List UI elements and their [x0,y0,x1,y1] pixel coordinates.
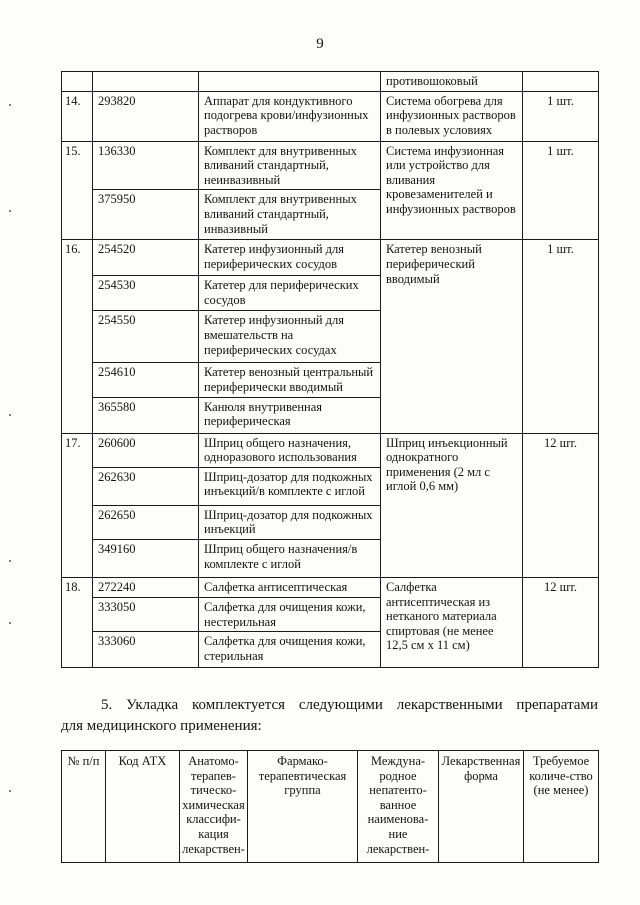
cell-no [62,72,93,92]
table-row [62,72,599,92]
header-cell: № п/п [62,751,106,863]
item-name: Шприц общего назначения, одноразового использования [199,433,381,467]
item-name: Шприц-дозатор для подкожных инъекций/в комплекте с иглой [199,467,381,505]
cell-name [199,72,381,92]
item-code: 254530 [93,276,199,311]
equipment-table [61,71,599,668]
item-code: 333050 [93,597,199,631]
item-code: 365580 [93,397,199,433]
item-name: Комплект для внутривенных вливаний стандартный, инвазивный [199,190,381,240]
scan-dot [9,790,11,792]
item-name: Комплект для внутривенных вливаний стандартный, неинвазивный [199,141,381,190]
item-name: Катетер инфузионный для вмешательств на периферических сосудах [199,311,381,363]
item-code: 254520 [93,240,199,276]
row-number: 17. [62,433,93,577]
table-row [62,141,599,190]
item-code: 254610 [93,363,199,397]
section-5-paragraph [61,695,598,737]
item-name: Канюля внутривенная периферическая [199,397,381,433]
item-type: Салфетка антисептическая из нетканого материала спиртовая (не менее 12,5 см х 11 см) [381,577,523,667]
header-cell: Код АТХ [106,751,180,863]
item-code: 262630 [93,467,199,505]
item-type: Шприц инъекционный однократного применения (2 мл с иглой 0,6 мм) [381,433,523,577]
item-quantity: 12 шт. [523,433,599,577]
scan-dot [9,622,11,624]
page-number: 9 [316,36,324,52]
item-quantity: 1 шт. [523,141,599,240]
item-type: Катетер венозный периферический вводимый [381,240,523,433]
item-code: 262650 [93,505,199,539]
cell-type: противошоковый [381,72,523,92]
row-number: 18. [62,577,93,667]
item-name: Салфетка для очищения кожи, нестерильная [199,597,381,631]
header-cell: Лекарственная форма [439,751,524,863]
item-type: Система инфузионная или устройство для вливания кровезаменителей и инфузионных растворов [381,141,523,240]
table-row [62,240,599,276]
scan-dot [9,560,11,562]
drugs-table [61,750,599,863]
header-cell: Анатомо-терапев-тическо-химическая классифи-кация лекарствен- [180,751,248,863]
table-row [62,91,599,141]
item-type: Система обогрева для инфузионных растворов в полевых условиях [381,91,523,141]
paragraph-line-1: 5. Укладка комплектуется следующими лекарственными препаратами [101,697,598,713]
item-name: Катетер инфузионный для периферических сосудов [199,240,381,276]
cell-qty [523,72,599,92]
scan-dot [9,414,11,416]
row-number: 14. [62,91,93,141]
scan-dot [9,104,11,106]
item-code: 272240 [93,577,199,597]
item-name: Шприц-дозатор для подкожных инъекций [199,505,381,539]
header-cell: Требуемое количе-ство (не менее) [524,751,599,863]
item-code: 349160 [93,539,199,577]
paragraph-line-2: для медицинского применения: [61,718,262,734]
item-code: 333060 [93,632,199,668]
drugs-table-header-row [62,751,599,863]
item-quantity: 1 шт. [523,240,599,433]
item-code: 293820 [93,91,199,141]
item-code: 260600 [93,433,199,467]
item-name: Шприц общего назначения/в комплекте с иглой [199,539,381,577]
item-quantity: 1 шт. [523,91,599,141]
item-name: Салфетка антисептическая [199,577,381,597]
row-number: 16. [62,240,93,433]
item-code: 375950 [93,190,199,240]
table-row [62,433,599,467]
item-code: 254550 [93,311,199,363]
item-name: Катетер венозный центральный периферически вводимый [199,363,381,397]
scan-dot [9,210,11,212]
item-code: 136330 [93,141,199,190]
table-row [62,577,599,597]
header-cell: Междуна-родное непатенто-ванное наименова-ние лекарствен- [358,751,439,863]
cell-code [93,72,199,92]
row-number: 15. [62,141,93,240]
item-name: Катетер для периферических сосудов [199,276,381,311]
item-name: Аппарат для кондуктивного подогрева крови/инфузионных растворов [199,91,381,141]
header-cell: Фармако-терапевтическая группа [248,751,358,863]
item-name: Салфетка для очищения кожи, стерильная [199,632,381,668]
item-quantity: 12 шт. [523,577,599,667]
